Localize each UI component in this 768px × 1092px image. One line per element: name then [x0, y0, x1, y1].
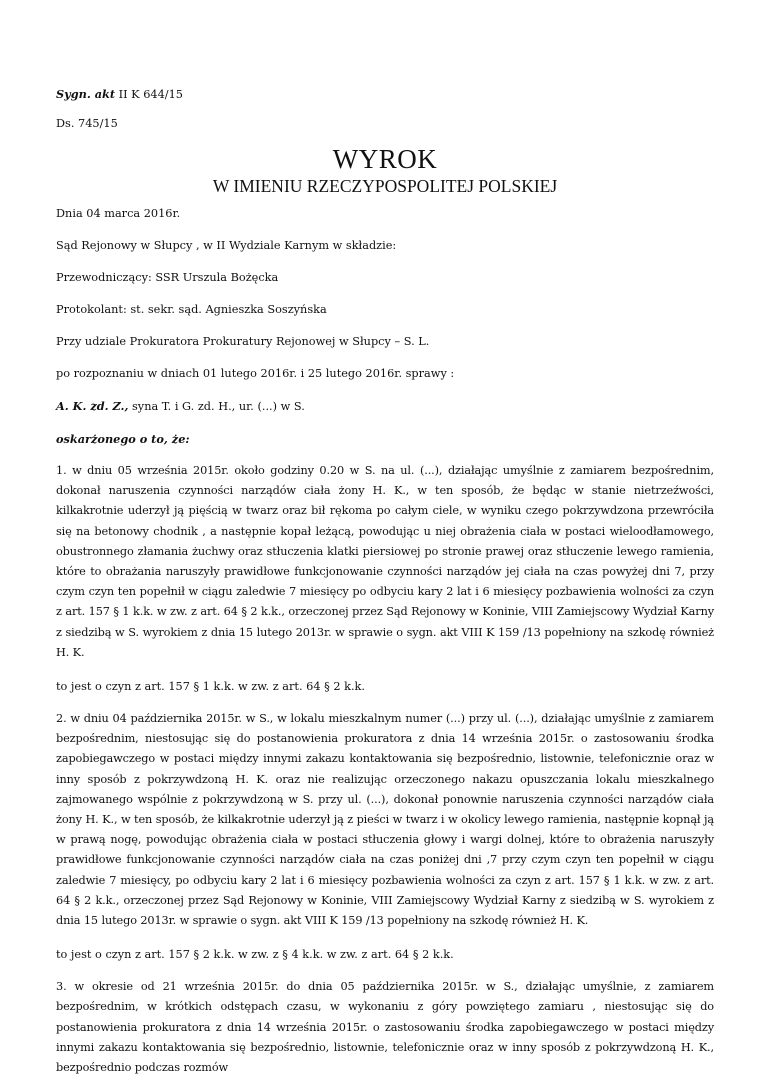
hearing-line: po rozpoznaniu w dniach 01 lutego 2016r. i 25 lutego 2016r. sprawy : [56, 367, 455, 380]
case-signature-value: II K 644/15 [115, 88, 183, 101]
judgment-subtitle: W IMIENIU RZECZYPOSPOLITEJ POLSKIEJ [212, 176, 558, 196]
charged-heading: oskarżonego o to, że: [56, 432, 190, 446]
defendant-details: syna T. i G. zd. H., ur. (...) w S. [128, 400, 305, 413]
date-line: Dnia 04 marca 2016r. [56, 207, 181, 220]
defendant-line [56, 396, 714, 417]
judgment-document [56, 84, 714, 1092]
prosecutor-line: Przy udziale Prokuratora Prokuratury Rejonowej w Słupcy – S. L. [56, 335, 430, 348]
clerk-line: Protokolant: st. sekr. sąd. Agnieszka Soszyńska [56, 303, 327, 316]
judgment-title: WYROK [332, 144, 438, 174]
case-signature-label: Sygn. akt [56, 87, 116, 101]
defendant-name: A. K. zd. Z., [56, 399, 129, 413]
charge-2-qualification: to jest o czyn z art. 157 § 2 k.k. w zw. z § 4 k.k. w zw. z art. 64 § 2 k.k. [56, 948, 454, 962]
chair-line: Przewodniczący: SSR Urszula Bożęcka [56, 271, 279, 284]
charge-1-text: 1. w dniu 05 września 2015r. około godziny 0.20 w S. na ul. (...), działając umyślnie z zamiarem bezpośrednim, dokonał naruszenia czynności narządów ciała żony H. K., w ten sposób, że będąc w stanie nietrzeźwości, kilkakrotnie uderzył ją pięścią w twarz oraz bił rękoma po całym ciele, w wyniku czego pokrzywdzona przewróciła się na betonowy chodnik , a następnie kopał leżącą, powodując u niej obrażenia ciała w postaci wieloodłamowego, obustronnego złamania żuchwy oraz stłuczenia klatki piersiowej po stronie prawej oraz stłuczenie lewego ramienia, które to obrażania naruszyły prawidłowe funkcjonowanie czynności narządów jej ciała na czas powyżej dni 7, przy czym czyn ten popełnił w ciągu zaledwie 7 miesięcy po odbyciu kary 2 lat i 6 miesięcy pozbawienia wolności za czyn z art. 157 § 1 k.k. w zw. z art. 64 § 2 k.k., orzeczonej przez Sąd Rejonowy w Koninie, VIII Zamiejscowy Wydział Karny z siedzibą w S. wyrokiem z dnia 15 lutego 2013r. w sprawie o sygn. akt VIII K 159 /13 popełniony na szkodę również H. K. [56, 464, 714, 659]
ds-number: Ds. 745/15 [56, 117, 118, 130]
charge-3-text: 3. w okresie od 21 września 2015r. do dnia 05 października 2015r. w S., działając umyślnie, z zamiarem bezpośrednim, w krótkich odstępach czasu, w wykonaniu z góry powziętego zamiaru , niestosując się do postanowienia prokuratora z dnia 14 września 2015r. o zastosowaniu środka zapobiegawczego w postaci między innymi zakazu kontaktowania się bezpośrednio, listownie, telefonicznie oraz w inny sposób z pokrzywdzoną H. K., bezpośrednio podczas rozmów [56, 980, 714, 1075]
court-line: Sąd Rejonowy w Słupcy , w II Wydziale Karnym w składzie: [56, 239, 397, 252]
case-signature [56, 84, 714, 105]
charge-1-qualification: to jest o czyn z art. 157 § 1 k.k. w zw. z art. 64 § 2 k.k. [56, 680, 365, 694]
charge-2-text: 2. w dniu 04 października 2015r. w S., w lokalu mieszkalnym numer (...) przy ul. (...), działając umyślnie z zamiarem bezpośrednim, niestosując się do postanowienia prokuratora z dnia 14 września 2015r. o zastosowaniu środka zapobiegawczego w postaci między innymi zakazu kontaktowania się bezpośrednio, listownie, telefonicznie oraz w inny sposób z pokrzywdzoną H. K. oraz nie realizując orzeczonego nakazu opuszczania lokalu mieszkalnego zajmowanego wspólnie z pokrzywdzoną w S. przy ul. (...), dokonał ponownie naruszenia czynności narządów ciała żony H. K., w ten sposób, że kilkakrotnie uderzył ją z pieści w twarz i w okolicy lewego ramienia, następnie kopnął ją w prawą nogę, powodując obrażenia ciała w postaci stłuczenia głowy i wargi dolnej, które to obrażenia naruszyły prawidłowe funkcjonowanie czynności narządów ciała na czas poniżej dni ,7 przy czym czyn ten popełnił w ciągu zaledwie 7 miesięcy, po odbyciu kary 2 lat i 6 miesięcy pozbawienia wolności za czyn z art. 157 § 1 k.k. w zw. z art. 64 § 2 k.k., orzeczonej przez Sąd Rejonowy w Koninie, VIII Zamiejscowy Wydział Karny z siedzibą w S. wyrokiem z dnia 15 lutego 2013r. w sprawie o sygn. akt VIII K 159 /13 popełniony na szkodę również H. K. [56, 712, 714, 928]
